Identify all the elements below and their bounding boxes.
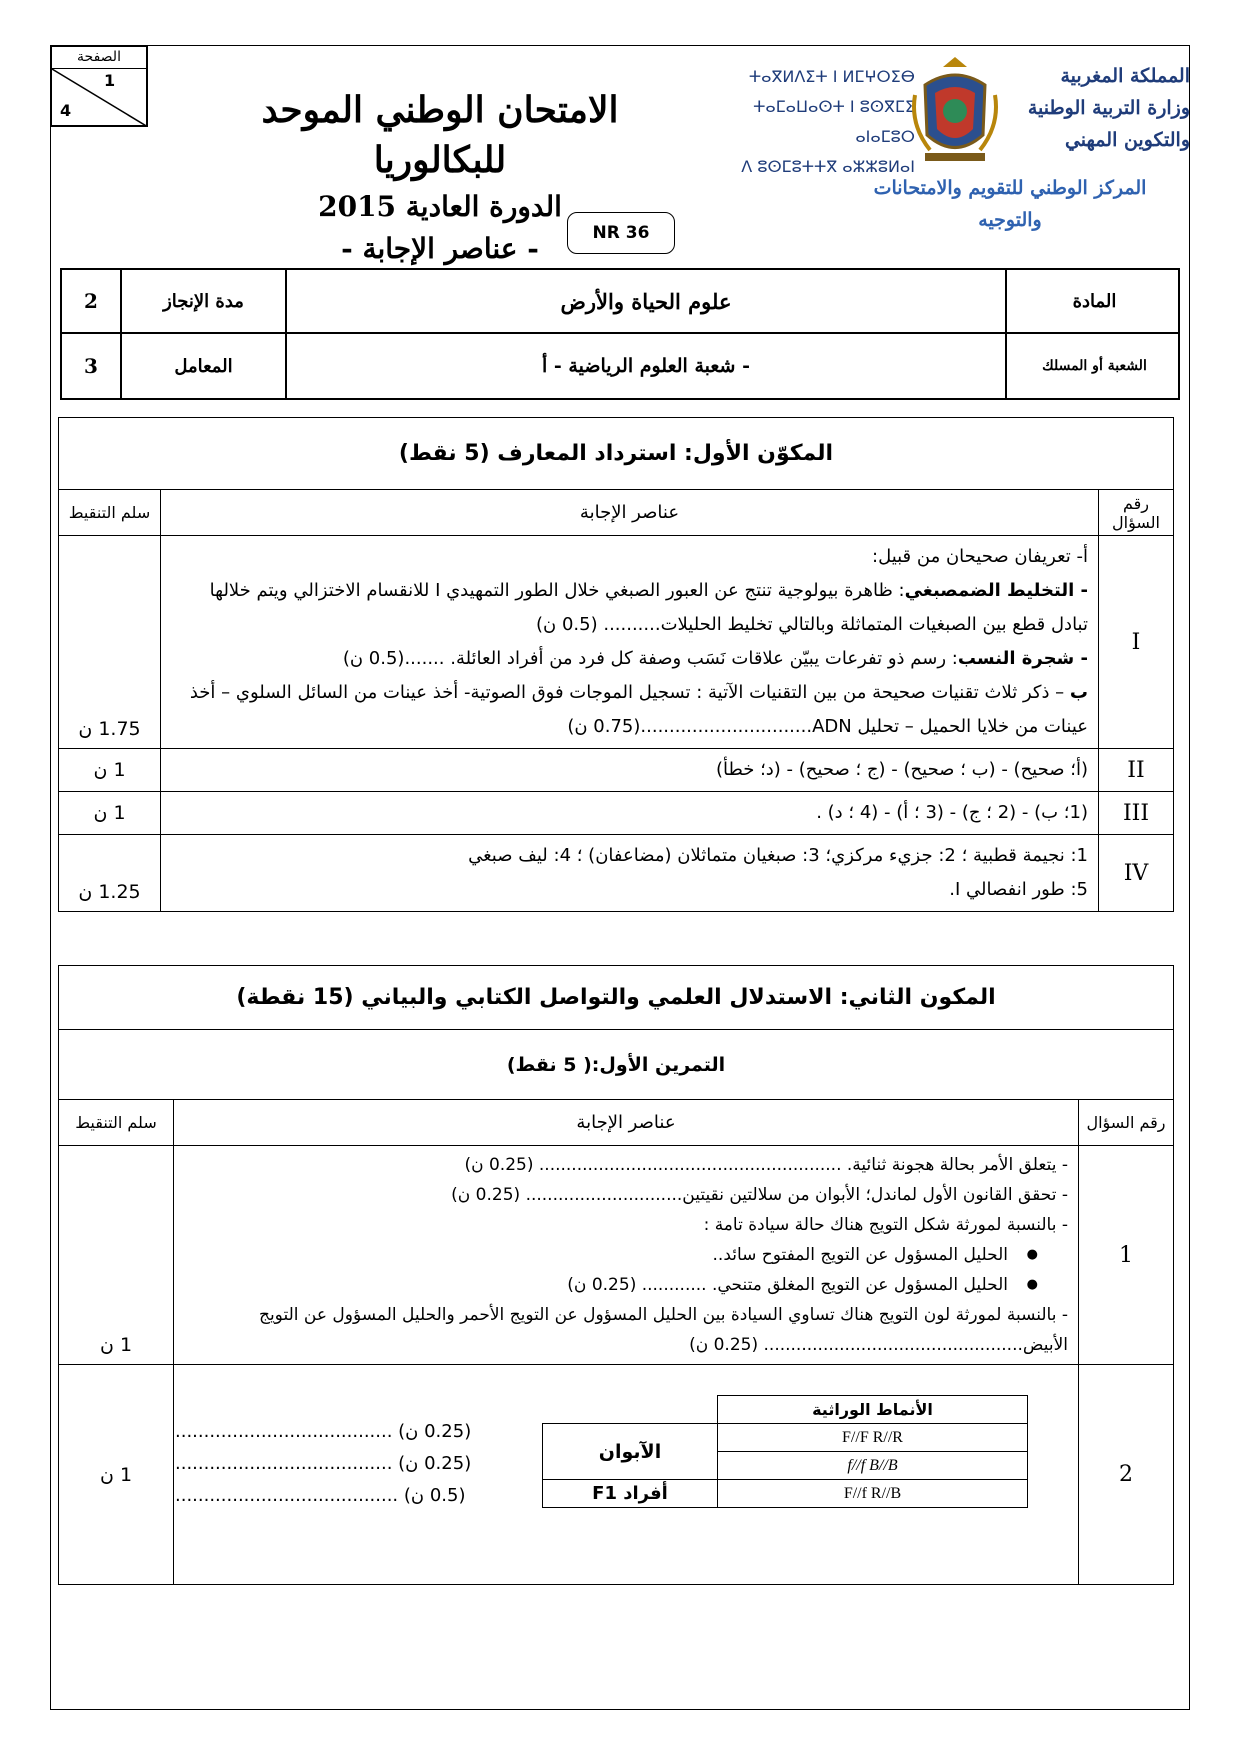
- col-score: سلم التنقيط: [59, 490, 161, 536]
- amazigh-line: ⵜⴰⴳⵍⴷⵉⵜ ⵏ ⵍⵎⵖⵔⵉⴱ: [748, 67, 915, 86]
- answer-definition: [171, 642, 1088, 676]
- ministry-name: [1010, 60, 1190, 156]
- answer-definition: [171, 574, 1088, 642]
- score-value: 1 ن: [59, 792, 161, 835]
- answer-cell: [174, 1146, 1079, 1365]
- techniques-text: – ذكر ثلاث تقنيات صحيحة من بين التقنيات الآتية : تسجيل الموجات فوق الصوتية- أخذ عينات من السائل السلوي – أخذ عينات من خلايا الحميل – تحليل ADN..............................(0.75 ن): [189, 682, 1088, 737]
- center-line: والتوجيه: [978, 209, 1042, 231]
- question-number: IV: [1099, 835, 1174, 912]
- answer-line: 1: نجيمة قطبية ؛ 2: جزيء مركزي؛ 3: صبغيان متماثلان (مضاعفان) ؛ 4: ليف صبغي: [468, 845, 1088, 866]
- ministry-line: المملكة المغربية: [1060, 65, 1190, 87]
- question-number: III: [1099, 792, 1174, 835]
- answer-line: - يتعلق الأمر بحالة هجونة ثنائية. ........................................................ (0.25 ن): [464, 1155, 1068, 1175]
- branch-row: [62, 334, 1178, 398]
- answer-line: - بالنسبة لمورثة لون التويج هناك تساوي السيادة بين الحليل المسؤول عن التويج الأحمر والحليل المسؤول عن التويج الأبيض................................................ (0.25 ن): [258, 1305, 1068, 1355]
- exercise-title: التمرين الأول:( 5 نقط): [59, 1030, 1174, 1100]
- table-row: [59, 792, 1174, 835]
- answer-techniques: [171, 676, 1088, 744]
- amazigh-ministry-name: [735, 62, 915, 182]
- subject-label: المادة: [1005, 270, 1182, 332]
- page-current: 1: [104, 71, 116, 90]
- item-label: ب: [1069, 682, 1088, 703]
- genotype-header: الأنماط الوراثية: [718, 1396, 1028, 1424]
- term: - شجرة النسب: [957, 648, 1088, 669]
- branch-value: شعبة العلوم الرياضية - أ -: [285, 334, 1005, 398]
- score-value: 1 ن: [59, 1365, 174, 1585]
- answer-intro: أ- تعريفان صحيحان من قبيل:: [872, 546, 1088, 567]
- center-name: [830, 172, 1190, 236]
- table-row: [59, 536, 1174, 749]
- col-score: سلم التنقيط: [59, 1100, 174, 1146]
- answer-cell: (1؛ ب) - (2 ؛ ج) - (3 ؛ أ) - (4 ؛ د) .: [161, 792, 1099, 835]
- col-answer-elements: عناصر الإجابة: [161, 490, 1099, 536]
- col-answer-elements: عناصر الإجابة: [174, 1100, 1079, 1146]
- score-dots-1: (0.25 ن) ......................................: [175, 1421, 472, 1442]
- subject-row: [62, 270, 1178, 334]
- col-question-number: رقم السؤال: [1099, 490, 1174, 536]
- duration-value: 2: [84, 289, 98, 313]
- genotype-f1: F//f R//B: [718, 1480, 1028, 1508]
- genotype-parent2: f//f B//B: [718, 1452, 1028, 1480]
- page-number-box: [50, 45, 148, 127]
- center-line: المركز الوطني للتقويم والامتحانات: [873, 177, 1147, 199]
- bullet-item: ● الحليل المسؤول عن التويج المغلق متنحي. ............ (0.25 ن): [184, 1270, 1068, 1300]
- part1-table: [58, 417, 1174, 912]
- answer-line: - بالنسبة لمورثة شكل التويج هناك حالة سيادة تامة :: [703, 1215, 1068, 1235]
- answer-cell: [161, 835, 1099, 912]
- table-row: [59, 835, 1174, 912]
- score-value: 1 ن: [59, 749, 161, 792]
- answer-line: 5: طور انفصالي I.: [949, 879, 1088, 900]
- genotype-parent1: F//F R//R: [718, 1424, 1028, 1452]
- ministry-line: وزارة التربية الوطنية: [1027, 97, 1190, 119]
- doc-type: - عناصر الإجابة -: [341, 232, 539, 265]
- amazigh-line: ⴷ ⵓⵙⵎⵓⵜⵜⴳ ⴰⵣⵣⵓⵍⴰⵏ: [741, 157, 915, 176]
- exam-session: الدورة العادية 2015: [318, 190, 562, 223]
- subject-value: علوم الحياة والأرض: [285, 270, 1005, 332]
- score-dots-2: (0.25 ن) ......................................: [175, 1453, 472, 1474]
- page-label: الصفحة: [52, 47, 146, 69]
- amazigh-line: ⵜⴰⵎⴰⵡⴰⵙⵜ ⵏ ⵓⵙⴳⵎⵉ ⴰⵏⴰⵎⵓⵔ: [753, 97, 915, 146]
- part1-title: المكوّن الأول: استرداد المعارف (5 نقط): [59, 418, 1174, 490]
- part2-title: المكون الثاني: الاستدلال العلمي والتواصل الكتابي والبياني (15 نقطة): [59, 966, 1174, 1030]
- score-value: 1.25 ن: [59, 835, 161, 912]
- genotype-table: [542, 1395, 1028, 1508]
- branch-label: الشعبة أو المسلك: [1005, 334, 1182, 398]
- page-total: 4: [60, 101, 72, 120]
- term: - التخليط الضمصبغي: [904, 580, 1088, 601]
- score-value: 1.75 ن: [59, 536, 161, 749]
- col-question-number: رقم السؤال: [1079, 1100, 1174, 1146]
- f1-label: أفراد F1: [543, 1480, 718, 1508]
- empty-cell: [543, 1396, 718, 1424]
- definition: : ظاهرة بيولوجية تنتج عن العبور الصبغي خلال الطور التمهيدي I للانقسام الاختزالي ويتم خلالها تبادل قطع بين الصبغيات المتماثلة وبالتالي تخليط الحليلات.......... (0.5 ن): [209, 580, 1088, 635]
- question-number: I: [1099, 536, 1174, 749]
- score-value: 1 ن: [59, 1146, 174, 1365]
- coef-label: المعامل: [120, 334, 285, 398]
- ministry-line: والتكوين المهني: [1064, 129, 1190, 151]
- parents-label: الآبوان: [543, 1424, 718, 1480]
- definition: : رسم ذو تفرعات يبيّن علاقات نَسَب وصفة كل فرد من أفراد العائلة. .......(0.5 ن): [342, 648, 958, 669]
- question-number: II: [1099, 749, 1174, 792]
- duration-label: مدة الإنجاز: [120, 270, 285, 332]
- answer-cell: [161, 536, 1099, 749]
- question-number: 1: [1079, 1146, 1174, 1365]
- exam-title: الامتحان الوطني الموحد للبكالوريا: [261, 89, 619, 181]
- question-number: 2: [1079, 1365, 1174, 1585]
- table-row: [59, 749, 1174, 792]
- coef-value: 3: [84, 354, 98, 378]
- exam-code: NR 36: [567, 212, 675, 254]
- answer-line: - تحقق القانون الأول لماندل؛ الأبوان من سلالتين نقيتين............................. (0.25 ن): [451, 1185, 1068, 1205]
- table-row: [59, 1146, 1174, 1365]
- score-dots-3: (0.5 ن) .......................................: [175, 1485, 466, 1506]
- bullet-item: ● الحليل المسؤول عن التويج المفتوح سائد..: [184, 1240, 1068, 1270]
- coat-of-arms-icon: [905, 55, 1005, 165]
- answer-cell: (أ؛ صحيح) - (ب ؛ صحيح) - (ج ؛ صحيح) - (د؛ خطأ): [161, 749, 1099, 792]
- subject-info-table: [60, 268, 1180, 400]
